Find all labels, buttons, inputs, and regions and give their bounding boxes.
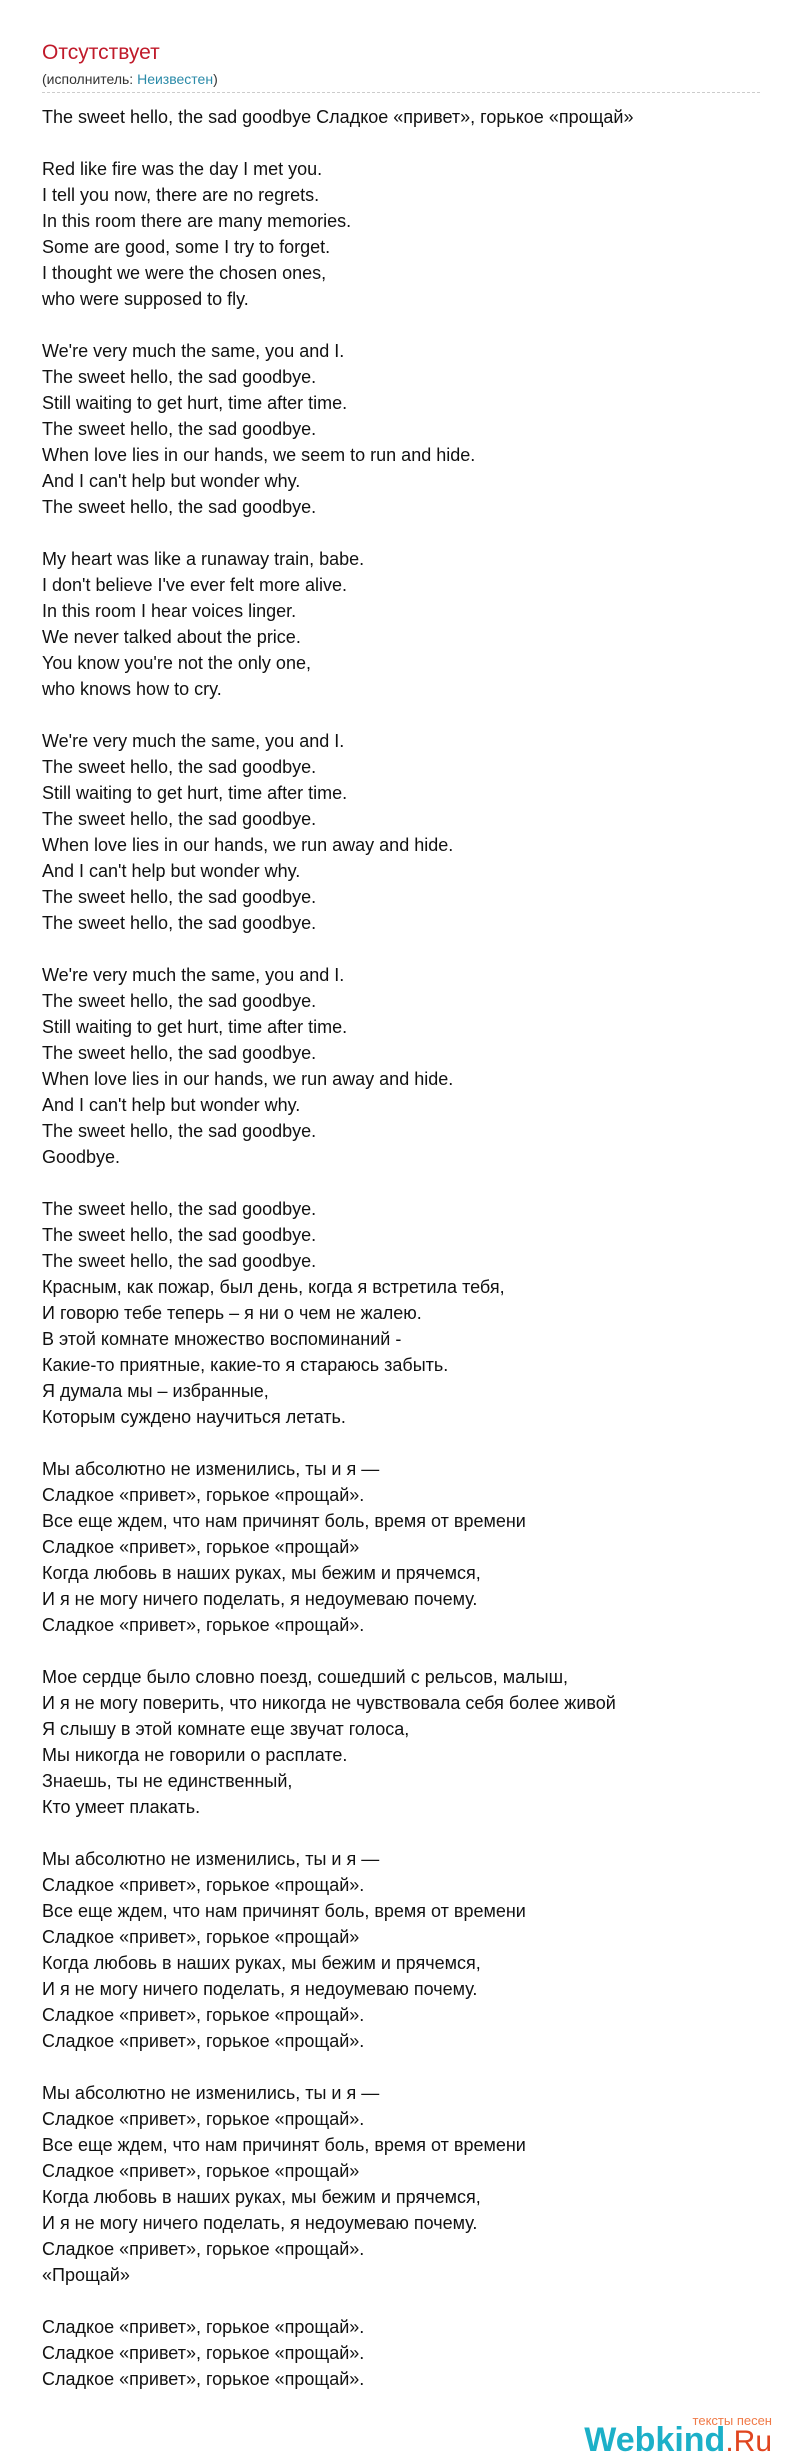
- lyrics-line: И я не могу ничего поделать, я недоумеваю почему.: [42, 1589, 478, 1609]
- lyrics-line: Я слышу в этой комнате еще звучат голоса,: [42, 1719, 410, 1739]
- lyrics-line: We're very much the same, you and I.: [42, 731, 345, 751]
- logo-ru: .Ru: [725, 2425, 772, 2458]
- lyrics-line: Сладкое «привет», горькое «прощай».: [42, 2369, 365, 2389]
- lyrics-line: The sweet hello, the sad goodbye.: [42, 991, 317, 1011]
- lyrics-line: And I can't help but wonder why.: [42, 861, 301, 881]
- lyrics-line: Сладкое «привет», горькое «прощай».: [42, 2109, 365, 2129]
- artist-prefix: (исполнитель:: [42, 71, 138, 87]
- lyrics-line: Сладкое «привет», горькое «прощай»: [42, 1537, 360, 1557]
- lyrics-line: Знаешь, ты не единственный,: [42, 1771, 293, 1791]
- lyrics-line: Кто умеет плакать.: [42, 1797, 201, 1817]
- lyrics-line: I don't believe I've ever felt more alive.: [42, 575, 348, 595]
- lyrics-line: Мое сердце было словно поезд, сошедший с рельсов, малыш,: [42, 1667, 569, 1687]
- lyrics-line: I tell you now, there are no regrets.: [42, 185, 320, 205]
- lyrics-line: Still waiting to get hurt, time after time.: [42, 393, 348, 413]
- lyrics-blank-line: [42, 702, 772, 728]
- lyrics-line: When love lies in our hands, we run away and hide.: [42, 835, 454, 855]
- lyrics-line: who knows how to cry.: [42, 679, 222, 699]
- lyrics-line: Я думала мы – избранные,: [42, 1381, 269, 1401]
- lyrics-line: who were supposed to fly.: [42, 289, 249, 309]
- lyrics-line: The sweet hello, the sad goodbye.: [42, 887, 317, 907]
- lyrics-line: Сладкое «привет», горькое «прощай»: [42, 1927, 360, 1947]
- lyrics-line: Сладкое «привет», горькое «прощай».: [42, 2343, 365, 2363]
- lyrics-line: Все еще ждем, что нам причинят боль, время от времени: [42, 1901, 526, 1921]
- lyrics-line: И я не могу поверить, что никогда не чувствовала себя более живой: [42, 1693, 616, 1713]
- lyrics-text: [42, 104, 772, 2392]
- lyrics-line: We never talked about the price.: [42, 627, 301, 647]
- lyrics-line: «Прощай»: [42, 2265, 130, 2285]
- lyrics-line: Которым суждено научиться летать.: [42, 1407, 346, 1427]
- lyrics-line: The sweet hello, the sad goodbye.: [42, 809, 317, 829]
- lyrics-line: Сладкое «привет», горькое «прощай».: [42, 1485, 365, 1505]
- lyrics-line: Мы никогда не говорили о расплате.: [42, 1745, 348, 1765]
- lyrics-line: When love lies in our hands, we run away and hide.: [42, 1069, 454, 1089]
- lyrics-line: Still waiting to get hurt, time after time.: [42, 1017, 348, 1037]
- lyrics-line: Мы абсолютно не изменились, ты и я —: [42, 1459, 380, 1479]
- lyrics-line: The sweet hello, the sad goodbye.: [42, 497, 317, 517]
- lyrics-line: Some are good, some I try to forget.: [42, 237, 331, 257]
- lyrics-line: The sweet hello, the sad goodbye.: [42, 1251, 317, 1271]
- lyrics-line: Сладкое «привет», горькое «прощай»: [42, 2161, 360, 2181]
- artist-suffix: ): [213, 71, 218, 87]
- lyrics-blank-line: [42, 2288, 772, 2314]
- artist-line: [42, 70, 218, 88]
- lyrics-line: Сладкое «привет», горькое «прощай».: [42, 2005, 365, 2025]
- lyrics-line: The sweet hello, the sad goodbye.: [42, 1043, 317, 1063]
- lyrics-line: The sweet hello, the sad goodbye.: [42, 1121, 317, 1141]
- lyrics-line: When love lies in our hands, we seem to run and hide.: [42, 445, 476, 465]
- lyrics-line: Все еще ждем, что нам причинят боль, время от времени: [42, 2135, 526, 2155]
- lyrics-line: В этой комнате множество воспоминаний -: [42, 1329, 402, 1349]
- lyrics-line: Мы абсолютно не изменились, ты и я —: [42, 1849, 380, 1869]
- logo-wordmark: [584, 2420, 772, 2462]
- lyrics-blank-line: [42, 1638, 772, 1664]
- lyrics-blank-line: [42, 312, 772, 338]
- lyrics-line: The sweet hello, the sad goodbye.: [42, 1225, 317, 1245]
- lyrics-line: И говорю тебе теперь – я ни о чем не жалею.: [42, 1303, 422, 1323]
- lyrics-line: Все еще ждем, что нам причинят боль, время от времени: [42, 1511, 526, 1531]
- lyrics-line: Сладкое «привет», горькое «прощай».: [42, 2239, 365, 2259]
- lyrics-line: We're very much the same, you and I.: [42, 965, 345, 985]
- lyrics-blank-line: [42, 2054, 772, 2080]
- lyrics-line: The sweet hello, the sad goodbye Сладкое «привет», горькое «прощай»: [42, 107, 634, 127]
- lyrics-blank-line: [42, 520, 772, 546]
- lyrics-line: In this room there are many memories.: [42, 211, 352, 231]
- logo-main: Webkind: [584, 2421, 726, 2459]
- song-title: Отсутствует: [42, 41, 160, 64]
- lyrics-line: Красным, как пожар, был день, когда я встретила тебя,: [42, 1277, 505, 1297]
- lyrics-blank-line: [42, 936, 772, 962]
- lyrics-line: My heart was like a runaway train, babe.: [42, 549, 365, 569]
- lyrics-line: Когда любовь в наших руках, мы бежим и прячемся,: [42, 1563, 481, 1583]
- lyrics-line: Red like fire was the day I met you.: [42, 159, 323, 179]
- logo-tagline: тексты песен: [692, 2413, 772, 2428]
- lyrics-line: The sweet hello, the sad goodbye.: [42, 419, 317, 439]
- lyrics-blank-line: [42, 1430, 772, 1456]
- lyrics-line: The sweet hello, the sad goodbye.: [42, 757, 317, 777]
- lyrics-line: И я не могу ничего поделать, я недоумеваю почему.: [42, 1979, 478, 1999]
- lyrics-line: Когда любовь в наших руках, мы бежим и прячемся,: [42, 2187, 481, 2207]
- lyrics-line: The sweet hello, the sad goodbye.: [42, 367, 317, 387]
- lyrics-line: Мы абсолютно не изменились, ты и я —: [42, 2083, 380, 2103]
- lyrics-line: We're very much the same, you and I.: [42, 341, 345, 361]
- lyrics-line: The sweet hello, the sad goodbye.: [42, 1199, 317, 1219]
- lyrics-line: Сладкое «привет», горькое «прощай».: [42, 1875, 365, 1895]
- lyrics-line: Какие-то приятные, какие-то я стараюсь забыть.: [42, 1355, 449, 1375]
- lyrics-line: Сладкое «привет», горькое «прощай».: [42, 2031, 365, 2051]
- lyrics-line: In this room I hear voices linger.: [42, 601, 297, 621]
- lyrics-line: The sweet hello, the sad goodbye.: [42, 913, 317, 933]
- lyrics-blank-line: [42, 1820, 772, 1846]
- lyrics-line: And I can't help but wonder why.: [42, 1095, 301, 1115]
- lyrics-line: Сладкое «привет», горькое «прощай».: [42, 2317, 365, 2337]
- lyrics-line: I thought we were the chosen ones,: [42, 263, 327, 283]
- lyrics-line: Сладкое «привет», горькое «прощай».: [42, 1615, 365, 1635]
- lyrics-blank-line: [42, 1170, 772, 1196]
- lyrics-line: Goodbye.: [42, 1147, 121, 1167]
- artist-link[interactable]: Неизвестен: [137, 71, 214, 87]
- lyrics-blank-line: [42, 130, 772, 156]
- lyrics-line: И я не могу ничего поделать, я недоумеваю почему.: [42, 2213, 478, 2233]
- lyrics-line: Still waiting to get hurt, time after time.: [42, 783, 348, 803]
- lyrics-line: You know you're not the only one,: [42, 653, 311, 673]
- lyrics-line: And I can't help but wonder why.: [42, 471, 301, 491]
- header-divider: [42, 92, 760, 93]
- lyrics-line: Когда любовь в наших руках, мы бежим и прячемся,: [42, 1953, 481, 1973]
